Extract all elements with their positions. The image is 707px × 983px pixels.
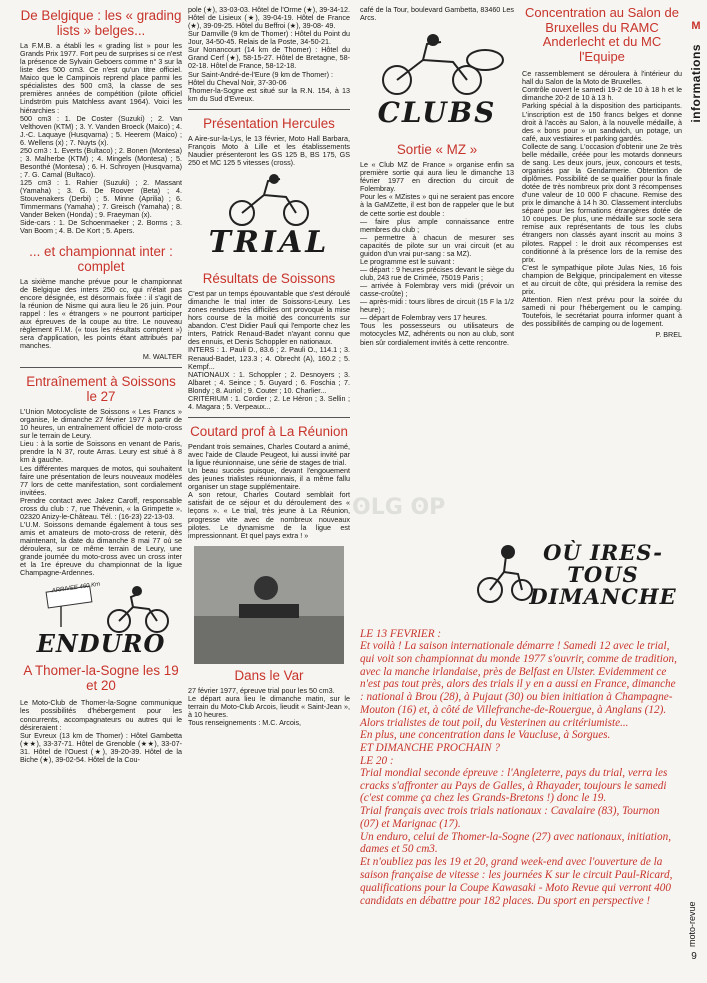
trial-illustration (188, 173, 350, 265)
column-4 (522, 0, 682, 339)
motorcycle-sketch-icon (21, 583, 181, 635)
international-signature: M. WALTER (142, 352, 182, 362)
sunday-heading-2: LE 20 : (360, 754, 394, 767)
trial-logo: TRIAL (208, 225, 330, 260)
grading-title: De Belgique : les « grading lists » belges... (20, 8, 182, 38)
sunday-heading-1: LE 13 FEVRIER : (360, 628, 442, 640)
sunday-paragraph-4: Trial mondial seconde épreuve : l'Angleterre, pays du trial, verra les cracks s'affronter au Pays de Galles, à Rhayader, toujours le samedi (c'est comme ça chez les Grands-Bretons !) donc le 19. Trial français avec trois trials nationaux : Cavalaire (83), Tournon (07) et Marignac (17). Un enduro, celui de Thomer-la-Sogne (27) avec nationaux, initiation, dames et 50 cm3. Et n'oubliez pas les 19 et 20, grand week-end avec l'ouverture de la saison française de vitesse : les journées K sur le circuit Paul-Ricard, qualifications pour la Coupe Kawasaki - Moto Revue qui verront 400 candidats en débattre pour 182 places. Du sport en perspective ! (360, 766, 673, 907)
international-title: ... et championnat inter : complet (29, 243, 173, 274)
training-title: Entraînement à Soissons le 27 (26, 374, 176, 405)
sunday-paragraph-2: En plus, une concentration dans le Vaucluse, à Sorgues. (360, 729, 611, 742)
column-3 (360, 0, 514, 347)
international-body: La sixième manche prévue pour le championnat de Belgique des inters 250 cc, qui n'était pas encore désignée, est désormais fixée : il s'agit de la réunion de Nisme qui aura lieu le 26 juin. Pour rappel : les « étrangers » ne pourront participer aux épreuves de la coupe au titre. Le nouveau règlement F.I.M. (« tous les résultats comptent ») sera d'application, les points étant attribués par manches. (20, 276, 182, 350)
anderlecht-body: Ce rassemblement se déroulera à l'intérieur du hall du Salon de la Moto de Bruxelles. Contrôle ouvert le samedi 19-2 de 10 à 18 h et le dimanche 20-2 de 10 à 13 h. Parking spécial à la disposition des participants. L'inscription est de 150 francs belges et donne droit à l'accès au Salon, à la nouvelle médaille, à des « bons pour » un sandwich, un potage, un café, aux vestiaires et parking gardés. Collecte de sang. L'occasion d'obtenir une 2e très belle médaille, créée pour les motards donneurs de sang. Les deux jours, jeux, concours et tests, organisés par la Gendarmerie. Obtention de diplômes. Possibilité de se qualifier pour la finale dotée de très nombreux prix dont 3 récompenses d'une valeur de 10 000 F chacune. Remise des prix le dimanche à 14 h 30. Classement interclubs séparé pour les formations étrangères dotée de 10 coupes. De plus, une médaille sur socle sera remise aux représentants de tous les clubs étrangers non classés ayant inscrit au moins 3 pilotes. Rappel : le droit aux récompenses est conditionné à la présence lors de la remise des prix. C'est le sympathique pilote Julas Nies, 16 fois champion de Belgique, principalement en vitesse et au circuit de côte, qui présidera la remise des prix. Attention. Rien n'est prévu pour la soirée du samedi ni pour l'hébergement ou le camping. Toutefois, le secrétariat pourra informer quant à des possibilités de camping ou de logement. (522, 69, 682, 329)
var-title: Dans le Var (234, 667, 304, 683)
hercules-title: Présentation Hercules (203, 115, 335, 131)
mz-body: Le « Club MZ de France » organise enfin sa première sortie qui aura lieu le dimanche 13 février 1977 en direction du circuit de Folembray. Pour les « MZistes » qui ne seraient pas encore à la GaMZette, il est bon de rappeler que le but de cette sortie est double : — faire plus ample connaissance entre membres du club ; — permettre à chacun de mesurer ses capacités de pilote sur un vrai circuit (et au guidon d'un vrai pur-sang : sa MZ). Le programme est le suivant : — départ : 9 heures précises devant le siège du club, 243 rue de Crimée, 75019 Paris ; — arrivée à Folembray vers midi (prévoir un casse-croûte) ; — après-midi : tours libres de circuit (15 F la 1/2 heure) ; — départ de Folembray vers 17 heures. Tous les possesseurs ou utilisateurs de motocycles MZ, adhérents ou non au club, sont bien sûr cordialement invités à cette rencontre. (360, 160, 514, 347)
stamp-logo-icon: ʘLG ʘP (352, 495, 446, 520)
sunday-section (360, 628, 680, 968)
var-continued: café de la Tour, boulevard Gambetta, 83460 Les Arcs. (360, 5, 514, 23)
divider (188, 417, 350, 418)
thomer-body: Le Moto-Club de Thomer-la-Sogne communique les possibilités d'hébergement pour les concurrents, accompagnateurs ou autres qui le désireraient : Sur Evreux (13 km de Thomer) : Hôtel Gambetta (★★), 33-37-71. Hôtel de Grenoble (★★), 33-07-31. Hôtel de l'Ouest (★), 39-20-39. Hôtel de la Biche (★), 39-02-54. Hôtel de la Cou- (20, 698, 182, 764)
thomer-title: A Thomer-la-Sogne les 19 et 20 (23, 663, 179, 694)
page-number: 9 (691, 951, 697, 962)
anderlecht-signature: P. BREL (655, 330, 682, 340)
anderlecht-title: Concentration au Salon de Bruxelles du RAMC Anderlecht et du MC l'Equipe (525, 5, 679, 64)
sidecar-sketch-icon (367, 30, 507, 100)
clubs-logo: CLUBS (377, 96, 497, 130)
arrival-sign: ARRIVEE 460 Km (51, 582, 101, 595)
grading-body: La F.M.B. a établi les « grading list » pour les Grands Prix 1977. Fort peu de surprises si ce n'est la présence de Sylvain Geboers comme n° 3 sur la liste des 500 cm3. Ce n'est qu'un titre officiel. Maico que le Campinois reprend place parmi les spécialistes des 500 cm3, la classe de ses premières années de compétition (pilote officiel Lindström puis Matchless avant 1964). Voici les hiérarchies : 500 cm3 : 1. De Coster (Suzuki) ; 2. Van Velthoven (KTM) ; 3. Y. Vanden Broeck (Maico) ; 4. J.-C. Laquaye (Husqvarna) ; 5. Heerem (Maico) ; 6. Wellens (x) ; 7. Nuyts (x). 250 cm3 : 1. Everts (Bultaco) ; 2. Bonen (Montesa) ; 3. Malherbe (KTM) ; 4. Mingels (Montesa) ; 5. Besonthé (Montesa) ; 6. H. Schroyen (Husqvarna) ; 7. G. Camal (Bultaco). 125 cm3 : 1. Rahier (Suzuki) ; 2. Massant (Yamaha) ; 3. G. De Roover (Beta) ; 4. Stouvenakers (Derbi) ; 5. Minne (Aprilia) ; 6. Timmermans (Yamaha) ; 7. Greisch (Yamaha) ; 8. Vander Beken (Honda) ; 9. Fraeyman (x). Side-cars : 1. De Schoenmaeker ; 2. Borms ; 3. Van Boom ; 4. B. De Kort ; 5. Apers. (20, 41, 182, 236)
side-label (689, 20, 703, 180)
enduro-illustration (20, 583, 182, 657)
mz-title: Sortie « MZ » (396, 142, 478, 158)
hotels-continued: pole (★), 33-03-03. Hôtel de l'Orme (★), 39-34-12. Hôtel de Lisieux (★), 39-04-19. Hôtel de France (★), 39-09-25. Hôtel du Beffroi (★), 39-08- 49. Sur Damville (9 km de Thomer) : Hôtel du Point du Jour, 34-50-45. Relais de la Poste, 34-50-21. Sur Nonancourt (14 km de Thomer) : Hôtel du Grand Cerf (★), 58-15-27. Hôtel de Bretagne, 58-02-18. Hôtel de France, 58-12-18. Sur Saint-André-de-l'Eure (9 km de Thomer) : Hôtel du Cheval Noir, 37-30-06 Thomer-la-Sogne est situé sur la R.N. 154, à 13 km du Sud d'Evreux. (188, 5, 350, 103)
sunday-logo: OÙ IRES-TOUS DIMANCHE (529, 540, 677, 610)
section-label: informations (689, 44, 703, 123)
divider (20, 367, 182, 368)
results-title: Résultats de Soissons (202, 271, 336, 286)
hercules-body: A Aire-sur-la-Lys, le 13 février, Moto Hall Barbara, François Moto à Lille et les établissements Naudier présenteront les GS 125 B, BS 175, GS 250 et MC 125 5 vitesses (cross). (188, 133, 350, 167)
training-body: L'Union Motocycliste de Soissons « Les Francs » organise, le dimanche 27 février 1977 à partir de 10 heures, un entraînement officiel de moto-cross sur le terrain de Leury. Lieu : à la sortie de Soissons en venant de Paris, prendre la N 37, route Arras. Leury est situé à 8 km à gauche. Les différentes marques de motos, qui souhaitent faire une présentation de leurs nouveaux modèles 77 lors de cette manifestation, sont cordialement invitées. Prendre contact avec Jakez Caroff, responsable cross du club : 7, rue Thévenin, « la Grimpette », 02320 Anizy-le-Château. Tél. : (16-23) 22-13-03. L'U.M. Soissons demande également à tous ses amis et amateurs de moto-cross de retenir, dès maintenant, la date du dimanche 8 mai 77 où se déroulera, sur ce même terrain de Leury, une grande journée du moto-cross avec un cross inter et la 1re épreuve du championnat de la ligue Champagne-Ardennes. (20, 407, 182, 578)
var-body: 27 février 1977, épreuve trial pour les 50 cm3. Le départ aura lieu le dimanche matin, sur le terrain du Moto-Club Arcois, lieudit « Saint-Jean », à 10 heures. Tous renseignements : M.C. Arcois, (188, 685, 350, 727)
sunday-banner (470, 532, 685, 622)
trial-rider-sketch-icon (194, 173, 344, 229)
footer-magazine: moto-revue (687, 901, 697, 947)
sunday-paragraph-1: Et voilà ! La saison internationale démarre ! Samedi 12 avec le trial, qui voit son championnat du monde 1977 s'ouvrir, comme de tradition, avec la manche irlandaise, près de Belfast en Ulster. Evidemment ce n'est pas tout près, alors des trials il y en a aussi en France, dimanche : national à Brou (28), à Pujaut (30) ou bien initiation à Champagne-Mouton (16) et, à côté de Villefranche-de-Rouergue, à Anglans (12). Alors trialistes de tout poil, du Vesterinen au critériumiste... (360, 640, 677, 729)
faint-stamp (352, 495, 452, 525)
column-2 (188, 0, 350, 727)
column-1 (20, 0, 182, 764)
reunion-body: Pendant trois semaines, Charles Coutard a animé, avec l'aide de Claude Peugeot, lui aussi invité par la ligue réunionnaise, une série de stages de trial. Un beau succès puisque, devant l'engouement des jeunes trialistes réunionnais, il a même fallu organiser un stage supplémentaire. A son retour, Charles Coutard semblait fort satisfait de ce séjour et du déroulement des « leçons ». « Le trial, très jeune à La Réunion, progresse vite avec de nombreux nouveaux pilotes. Le dynamisme de la ligue est impressionnant. Et quel pays extra ! » (188, 441, 350, 540)
reunion-title: Coutard prof à La Réunion (190, 423, 348, 439)
footer (687, 857, 701, 977)
clubs-illustration (360, 30, 514, 138)
magazine-logo: M (691, 20, 701, 32)
enduro-logo: ENDURO (36, 629, 166, 659)
sunday-paragraph-3: ET DIMANCHE PROCHAIN ? (360, 742, 500, 755)
reunion-photo (194, 546, 344, 664)
divider (188, 109, 350, 110)
results-body: C'est par un temps épouvantable que s'est déroulé dimanche le trial inter de Soissons-Leury. Les zones rendues très difficiles ont provoqué la mise hors course de la moitié des concurrents sur abandon. C'est Didier Pauli qui l'emporte chez les inters, Patrick Renaud-Badet n'ayant connu que des ennuis, et Denis Schoppler en nationaux. INTERS : 1. Pauli D., 83.6 ; 2. Pauli O., 114.1 ; 3. Renaud-Badet, 123.3 ; 4. Obrecht (A), 160.2 ; 5. Kempf... NATIONAUX : 1. Schoppler ; 2. Desnoyers ; 3. Albaret ; 4. Seince ; 5. Guyard ; 6. Foschia ; 7. Blondy ; 8. Auriol ; 9. Couter ; 10. Charlier... CRITERIUM : 1. Cordier ; 2. Le Héron ; 3. Sellin ; 4. Magara ; 5. Verpeaux... (188, 289, 350, 411)
